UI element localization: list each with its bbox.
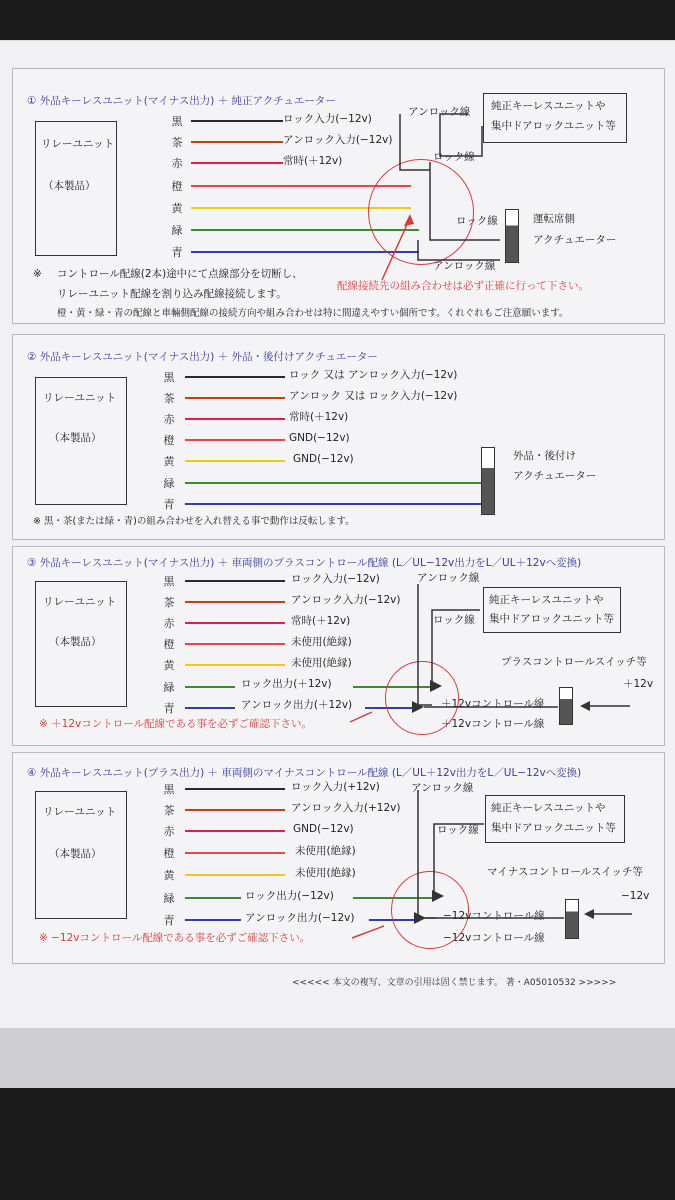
unlock-input-label: アンロック入力(+12v) <box>291 802 401 814</box>
note-line-1: コントロール配線(2本)途中にて点線部分を切断し、 <box>57 268 303 280</box>
wire-label-yellow: 黄 <box>163 869 175 882</box>
unlock-wire-label: アンロック線 <box>408 106 471 118</box>
s3-voltage-arrowhead <box>580 701 590 711</box>
wire-label-black: 黒 <box>163 575 175 588</box>
input-label-1: ロック 又は アンロック入力(−12v) <box>289 369 458 381</box>
voltage-label: −12v <box>621 890 650 902</box>
switch-label: プラスコントロールスイッチ等 <box>501 656 647 668</box>
wire-label-green: 緑 <box>171 224 183 237</box>
s3-warning-arrow <box>350 712 372 722</box>
wire-label-yellow: 黄 <box>163 659 175 672</box>
s3-lock-arrow <box>430 680 442 692</box>
lock-wire-label-2: ロック線 <box>456 215 498 227</box>
s1-unlock-line-down <box>418 240 500 260</box>
wire-label-blue: 青 <box>163 914 175 927</box>
wire-label-brown: 茶 <box>163 392 175 405</box>
wire-label-brown: 茶 <box>163 596 175 609</box>
input-label-4: GND(−12v) <box>289 432 350 444</box>
actuator-label-2: アクチュエーター <box>513 470 597 482</box>
unlock-output-label: アンロック出力(＋12v) <box>241 699 353 711</box>
warning-text: ※ −12vコントロール配線である事を必ずご確認下さい。 <box>39 932 311 944</box>
unlock-output-label: アンロック出力(−12v) <box>245 912 355 924</box>
actuator-label-1: 外品・後付け <box>513 450 576 462</box>
wire-label-red: 赤 <box>163 617 175 630</box>
s4-box-link <box>434 824 484 896</box>
s3-lock-path <box>418 584 432 705</box>
unused-label-2: 未使用(絶縁) <box>295 867 356 879</box>
wire-label-green: 緑 <box>163 681 175 694</box>
s1-warning-arrow <box>382 218 410 280</box>
lock-input-label: ロック入力(−12v) <box>291 573 380 585</box>
relay-unit-label: リレーユニット <box>43 806 117 818</box>
constant-power-label: 常時(＋12v) <box>283 155 343 167</box>
wire-label-orange: 橙 <box>163 434 175 447</box>
unused-label-1: 未使用(絶縁) <box>295 845 356 857</box>
lock-wire-label: ロック線 <box>437 824 479 836</box>
s4-lock-arrow <box>432 890 444 902</box>
s4-warning-arrow <box>352 926 384 938</box>
control-wire-label-2: ＋12vコントロール線 <box>441 718 545 730</box>
constant-power-label: 常時(＋12v) <box>291 615 351 627</box>
relay-unit-product: （本製品） <box>43 180 96 192</box>
s1-warning-arrowhead <box>404 214 414 226</box>
oem-keyless-line1: 純正キーレスユニットや <box>489 594 604 606</box>
wire-label-red: 赤 <box>171 157 183 170</box>
oem-keyless-line2: 集中ドアロックユニット等 <box>491 120 616 132</box>
lock-output-label: ロック出力(＋12v) <box>241 678 332 690</box>
unlock-wire-label-2: アンロック線 <box>433 260 496 272</box>
lock-wire-label: ロック線 <box>433 614 475 626</box>
relay-unit-label: リレーユニット <box>41 138 115 150</box>
relay-unit-label: リレーユニット <box>43 596 117 608</box>
wire-label-orange: 橙 <box>171 180 183 193</box>
s1-connector-top <box>440 114 482 156</box>
lock-input-label: ロック入力(−12v) <box>283 113 372 125</box>
wire-label-blue: 青 <box>171 246 183 259</box>
input-label-2: アンロック 又は ロック入力(−12v) <box>289 390 458 402</box>
gnd-label: GND(−12v) <box>293 823 354 835</box>
wire-label-orange: 橙 <box>163 638 175 651</box>
oem-keyless-line1: 純正キーレスユニットや <box>491 100 606 112</box>
lock-input-label: ロック入力(+12v) <box>291 781 380 793</box>
s3-box-link <box>432 610 480 686</box>
note-line-2: リレーユニット配線を割り込み配線接続します。 <box>57 288 287 300</box>
wire-label-red: 赤 <box>163 825 175 838</box>
actuator-label-1: 運転席側 <box>533 213 575 225</box>
input-label-5: GND(−12v) <box>293 453 354 465</box>
unused-label-1: 未使用(絶縁) <box>291 636 352 648</box>
section-2-title: ② 外品キーレスユニット(マイナス出力) ＋ 外品・後付けアクチュエーター <box>27 351 378 363</box>
relay-unit-product: （本製品） <box>49 636 102 648</box>
unlock-wire-label: アンロック線 <box>417 572 480 584</box>
lock-wire-label: ロック線 <box>433 151 475 163</box>
note-line-3: 橙・黄・緑・青の配線と車輛側配線の接続方向や組み合わせは特に間違えやすい個所です。くれぐれもご注意願います。 <box>57 308 569 319</box>
unlock-wire-label: アンロック線 <box>411 782 474 794</box>
note-mark: ※ <box>33 268 42 280</box>
switch-label: マイナスコントロールスイッチ等 <box>487 866 643 878</box>
wire-label-yellow: 黄 <box>171 202 183 215</box>
wire-label-blue: 青 <box>163 702 175 715</box>
oem-keyless-line2: 集中ドアロックユニット等 <box>489 613 614 625</box>
control-wire-label-1: −12vコントロール線 <box>443 910 545 922</box>
control-wire-label-2: −12vコントロール線 <box>443 932 545 944</box>
relay-unit-product: （本製品） <box>49 432 102 444</box>
wire-label-yellow: 黄 <box>163 455 175 468</box>
relay-unit-product: （本製品） <box>49 848 102 860</box>
wire-label-green: 緑 <box>163 892 175 905</box>
s1-unlock-line <box>400 114 430 170</box>
oem-keyless-line1: 純正キーレスユニットや <box>491 802 606 814</box>
actuator-label-2: アクチュエーター <box>533 234 617 246</box>
unlock-input-label: アンロック入力(−12v) <box>283 134 393 146</box>
wire-label-green: 緑 <box>163 477 175 490</box>
oem-keyless-line2: 集中ドアロックユニット等 <box>491 822 616 834</box>
footer-copyright: <<<<< 本文の複写、文章の引用は固く禁じます。 著・A05010532 >>>>> <box>292 978 617 988</box>
s1-lock-line-down <box>430 162 500 240</box>
voltage-label: ＋12v <box>623 678 654 690</box>
wire-label-black: 黒 <box>171 115 183 128</box>
wire-label-brown: 茶 <box>163 804 175 817</box>
wire-label-blue: 青 <box>163 498 175 511</box>
wire-label-orange: 橙 <box>163 847 175 860</box>
warning-text: ※ ＋12vコントロール配線である事を必ずご確認下さい。 <box>39 718 312 730</box>
section-4-title: ④ 外品キーレスユニット(プラス出力) ＋ 車両側のマイナスコントロール配線 (L／UL＋12v出力をL／UL−12vへ変換) <box>27 767 582 779</box>
wire-label-black: 黒 <box>163 371 175 384</box>
unlock-input-label: アンロック入力(−12v) <box>291 594 401 606</box>
wire-label-brown: 茶 <box>171 136 183 149</box>
section-1-title: ① 外品キーレスユニット(マイナス出力) ＋ 純正アクチュエーター <box>27 95 336 107</box>
control-wire-label-1: ＋12vコントロール線 <box>441 698 545 710</box>
input-label-3: 常時(＋12v) <box>289 411 349 423</box>
wire-label-black: 黒 <box>163 783 175 796</box>
relay-unit-label: リレーユニット <box>43 392 117 404</box>
s4-unlock-arrow <box>414 912 426 924</box>
note-text: ※ 黒・茶(または緑・青)の組み合わせを入れ替える事で動作は反転します。 <box>33 516 355 527</box>
section-3-title: ③ 外品キーレスユニット(マイナス出力) ＋ 車両側のプラスコントロール配線 (L／UL−12v出力をL／UL＋12vへ変換) <box>27 557 582 569</box>
s4-voltage-arrowhead <box>584 909 594 919</box>
wire-label-red: 赤 <box>163 413 175 426</box>
lock-output-label: ロック出力(−12v) <box>245 890 334 902</box>
unused-label-2: 未使用(絶縁) <box>291 657 352 669</box>
warning-text: 配線接続先の組み合わせは必ず正確に行って下さい。 <box>337 280 589 292</box>
